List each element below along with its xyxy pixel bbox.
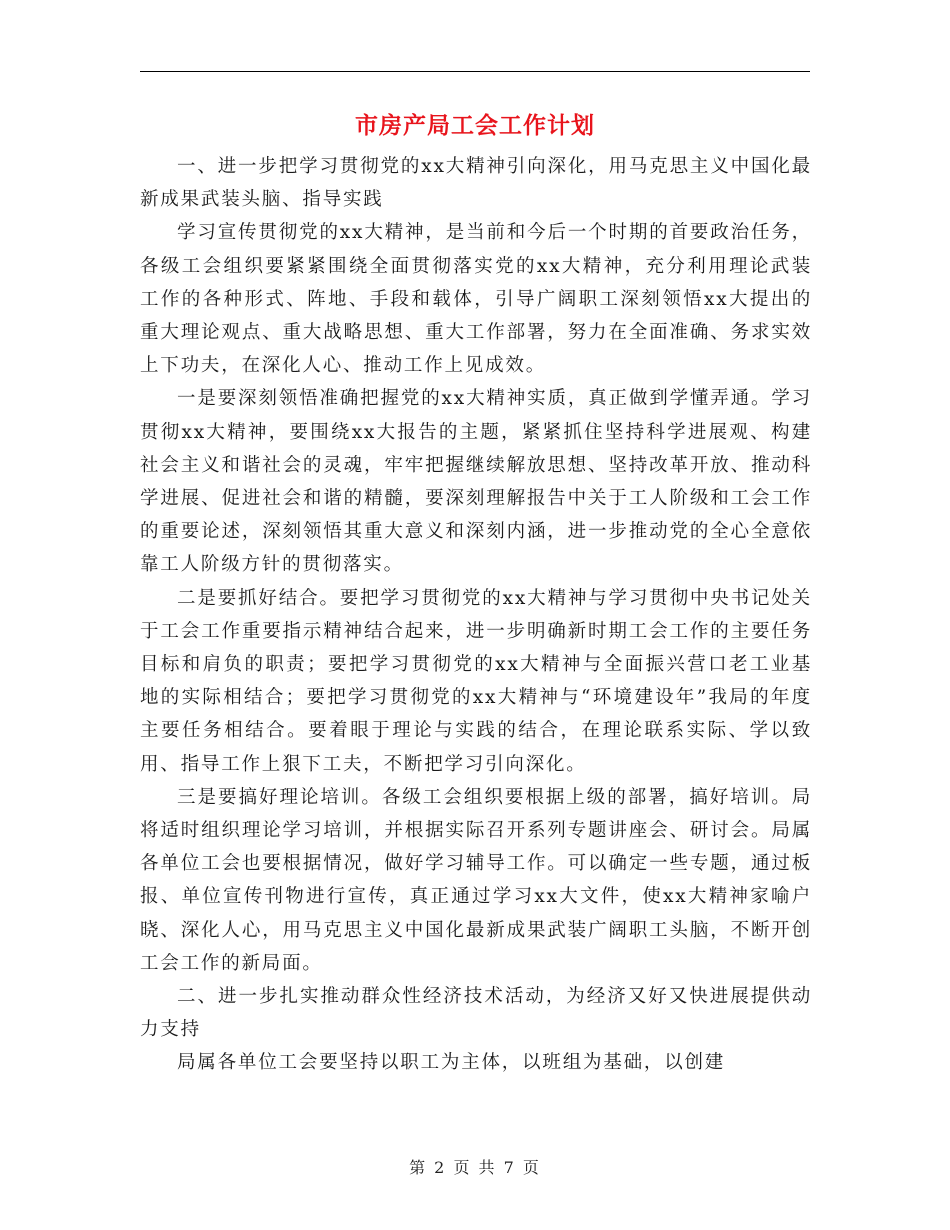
page-number-footer: 第 2 页 共 7 页 <box>409 1158 541 1177</box>
document-body <box>140 150 812 1080</box>
paragraph-point-one: 一是要深刻领悟准确把握党的xx大精神实质，真正做到学懂弄通。学习贯彻xx大精神，要围绕xx大报告的主题，紧紧抓住坚持科学进展观、构建社会主义和谐社会的灵魂，牢牢把握继续解放思想、坚持改革开放、推动科学进展、促进社会和谐的精髓，要深刻理解报告中关于工人阶级和工会工作的重要论述，深刻领悟其重大意义和深刻内涵，进一步推动党的全心全意依靠工人阶级方针的贯彻落实。 <box>140 388 812 576</box>
paragraph-section-1-heading: 一、进一步把学习贯彻党的xx大精神引向深化，用马克思主义中国化最新成果武装头脑、指导实践 <box>140 156 812 211</box>
header-rule <box>140 71 810 72</box>
paragraph-section-2-body: 局属各单位工会要坚持以职工为主体，以班组为基础，以创建 <box>177 1052 726 1074</box>
paragraph-section-2-heading: 二、进一步扎实推动群众性经济技术活动，为经济又好又快进展提供动力支持 <box>140 986 812 1041</box>
paragraph-study-intro: 学习宣传贯彻党的xx大精神，是当前和今后一个时期的首要政治任务，各级工会组织要紧紧围绕全面贯彻落实党的xx大精神，充分利用理论武装工作的各种形式、阵地、手段和载体，引导广阔职工深刻领悟xx大提出的重大理论观点、重大战略思想、重大工作部署，努力在全面准确、务求实效上下功夫，在深化人心、推动工作上见成效。 <box>140 222 812 377</box>
document-title: 市房产局工会工作计划 <box>355 112 595 139</box>
paragraph-point-three: 三是要搞好理论培训。各级工会组织要根据上级的部署，搞好培训。局将适时组织理论学习培训，并根据实际召开系列专题讲座会、研讨会。局属各单位工会也要根据情况，做好学习辅导工作。可以确定一些专题，通过板报、单位宣传刊物进行宣传，真正通过学习xx大文件，使xx大精神家喻户晓、深化人心，用马克思主义中国化最新成果武装广阔职工头脑，不断开创工会工作的新局面。 <box>140 786 812 974</box>
paragraph-point-two: 二是要抓好结合。要把学习贯彻党的xx大精神与学习贯彻中央书记处关于工会工作重要指示精神结合起来，进一步明确新时期工会工作的主要任务目标和肩负的职责；要把学习贯彻党的xx大精神与全面振兴营口老工业基地的实际相结合；要把学习贯彻党的xx大精神与“环境建设年”我局的年度主要任务相结合。要着眼于理论与实践的结合，在理论联系实际、学以致用、指导工作上狠下工夫，不断把学习引向深化。 <box>140 587 812 775</box>
